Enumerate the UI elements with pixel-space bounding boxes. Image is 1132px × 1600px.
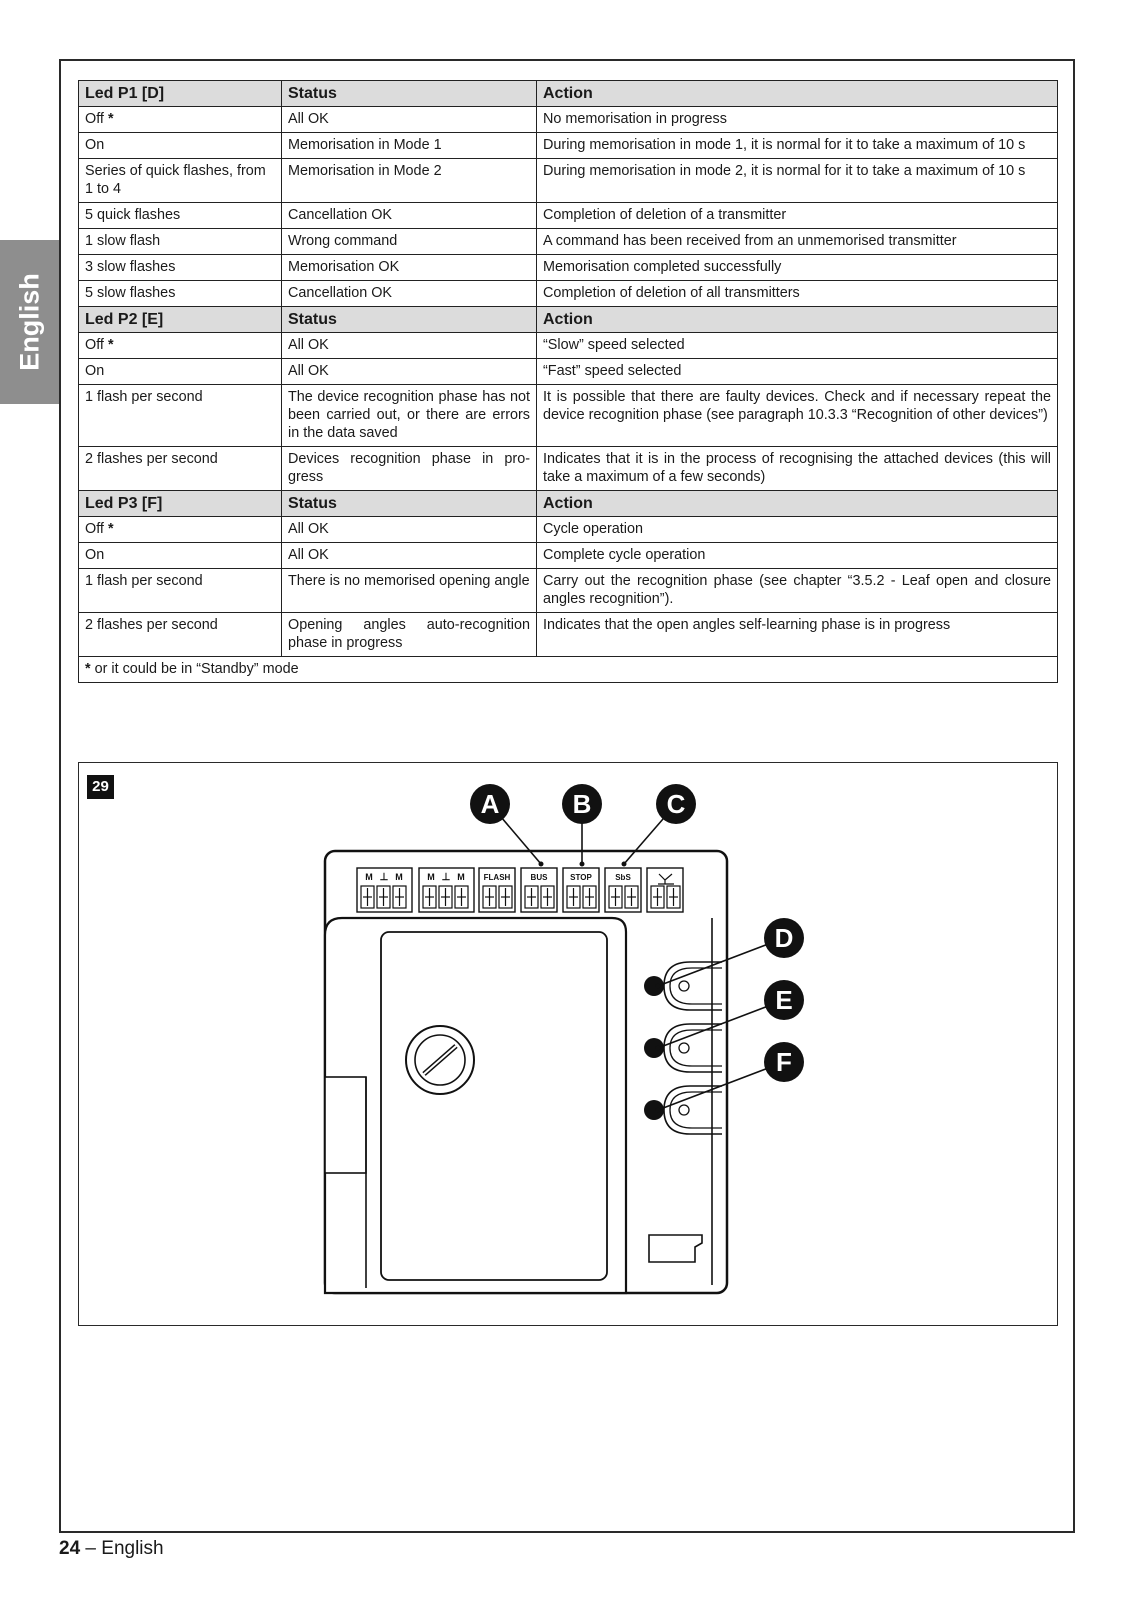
cell-text: On <box>85 137 105 153</box>
cell-text: Memorisation in Mode 2 <box>288 163 442 179</box>
column-header: Led P1 [D] <box>79 81 282 107</box>
cell-text: 5 slow flashes <box>85 285 176 301</box>
cell-text: During memorisation in mode 1, it is normal for it to take a maximum of 10 s <box>543 137 1026 153</box>
cell-text: 1 slow flash <box>85 233 161 249</box>
cell-text: Indicates that it is in the process of recognising the attached devices (this will take a maximum of a few seconds) <box>543 451 1051 485</box>
footnote-star: * <box>107 337 114 353</box>
column-header: Action <box>537 491 1058 517</box>
terminal-label: SbS <box>615 873 631 882</box>
terminal-label: M <box>365 872 373 882</box>
cell-text: Series of quick flashes, from 1 to 4 <box>85 163 266 197</box>
cell-text: Completion of deletion of a transmitter <box>543 207 787 223</box>
cell-text: Memorisation in Mode 1 <box>288 137 442 153</box>
cell-text: All OK <box>288 111 329 127</box>
callout-letter: A <box>480 789 500 819</box>
cell-text: Off <box>85 111 104 127</box>
language-side-tab-label: English <box>14 273 45 371</box>
callout-letter: E <box>775 985 793 1015</box>
column-header: Action <box>537 307 1058 333</box>
cell-text: Completion of deletion of all transmitters <box>543 285 800 301</box>
callout-letter: F <box>776 1047 792 1077</box>
cell-text: A command has been received from an unmemorised transmitter <box>543 233 957 249</box>
cell-text: 2 flashes per second <box>85 451 218 467</box>
cell-text: On <box>85 363 105 379</box>
footer-language: English <box>101 1538 164 1559</box>
callout-letter: D <box>774 923 794 953</box>
cell-text: All OK <box>288 547 329 563</box>
cell-text: Indicates that the open angles self-learning phase is in progress <box>543 617 951 633</box>
cell-text: Off <box>85 521 104 537</box>
cell-text: All OK <box>288 363 329 379</box>
figure-number: 29 <box>87 775 114 799</box>
cell-text: Cycle operation <box>543 521 643 537</box>
page-footer <box>59 1538 164 1560</box>
cell-text: All OK <box>288 521 329 537</box>
cell-text: No memorisation in progress <box>543 111 727 127</box>
cell-text: “Slow” speed selected <box>543 337 685 353</box>
footnote-star: * <box>107 111 114 127</box>
column-header: Status <box>282 491 537 517</box>
column-header: Led P3 [F] <box>79 491 282 517</box>
cell-text: 1 flash per second <box>85 573 203 589</box>
cell-text: “Fast” speed selected <box>543 363 682 379</box>
lock-icon <box>406 1026 474 1094</box>
column-header: Led P2 [E] <box>79 307 282 333</box>
cell-text: 5 quick flashes <box>85 207 181 223</box>
terminal-label: STOP <box>570 873 592 882</box>
column-header: Action <box>537 81 1058 107</box>
cell-text: All OK <box>288 337 329 353</box>
cell-text: Devices recognition phase in pro-gress <box>288 451 530 485</box>
cell-text: Cancellation OK <box>288 207 392 223</box>
svg-text:⊥: ⊥ <box>379 872 389 883</box>
bottom-tab <box>649 1235 702 1262</box>
cell-text: Opening angles auto-recognition phase in progress <box>288 617 530 651</box>
cell-text: 1 flash per second <box>85 389 203 405</box>
cell-text: Carry out the recognition phase (see chapter “3.5.2 - Leaf open and closure angles recognition”). <box>543 573 1051 607</box>
column-header: Status <box>282 81 537 107</box>
terminal-label: FLASH <box>483 873 511 882</box>
cell-text: On <box>85 547 105 563</box>
cell-text: The device recognition phase has not been carried out, or there are errors in the data saved <box>288 389 530 441</box>
terminal-label: M <box>395 872 403 882</box>
cell-text: Off <box>85 337 104 353</box>
cell-text: Memorisation completed successfully <box>543 259 782 275</box>
footer-separator: – <box>80 1538 102 1559</box>
callout-letter: B <box>572 789 592 819</box>
cell-text: During memorisation in mode 2, it is normal for it to take a maximum of 10 s <box>543 163 1026 179</box>
terminal-label: BUS <box>530 873 548 882</box>
callout-letter: C <box>666 789 686 819</box>
cell-text: Wrong command <box>288 233 398 249</box>
cell-text: It is possible that there are faulty devices. Check and if necessary repeat the device recognition phase (see paragraph 10.3.3 “Recognition of other devices”) <box>543 389 1051 423</box>
svg-text:⊥: ⊥ <box>441 872 451 883</box>
cell-text: 2 flashes per second <box>85 617 218 633</box>
page-number: 24 <box>59 1538 81 1559</box>
footnote-text: or it could be in “Standby” mode <box>94 661 299 677</box>
side-latch <box>325 1077 366 1173</box>
cell-text: There is no memorised opening angle <box>288 573 530 589</box>
terminal-label: M <box>457 872 465 882</box>
cell-text: Memorisation OK <box>288 259 400 275</box>
cell-text: Complete cycle operation <box>543 547 706 563</box>
cover-inner-panel <box>381 932 607 1280</box>
footnote-star: * <box>85 661 91 677</box>
cell-text: 3 slow flashes <box>85 259 176 275</box>
terminal-label: M <box>427 872 435 882</box>
column-header: Status <box>282 307 537 333</box>
footnote-star: * <box>107 521 114 537</box>
cell-text: Cancellation OK <box>288 285 392 301</box>
